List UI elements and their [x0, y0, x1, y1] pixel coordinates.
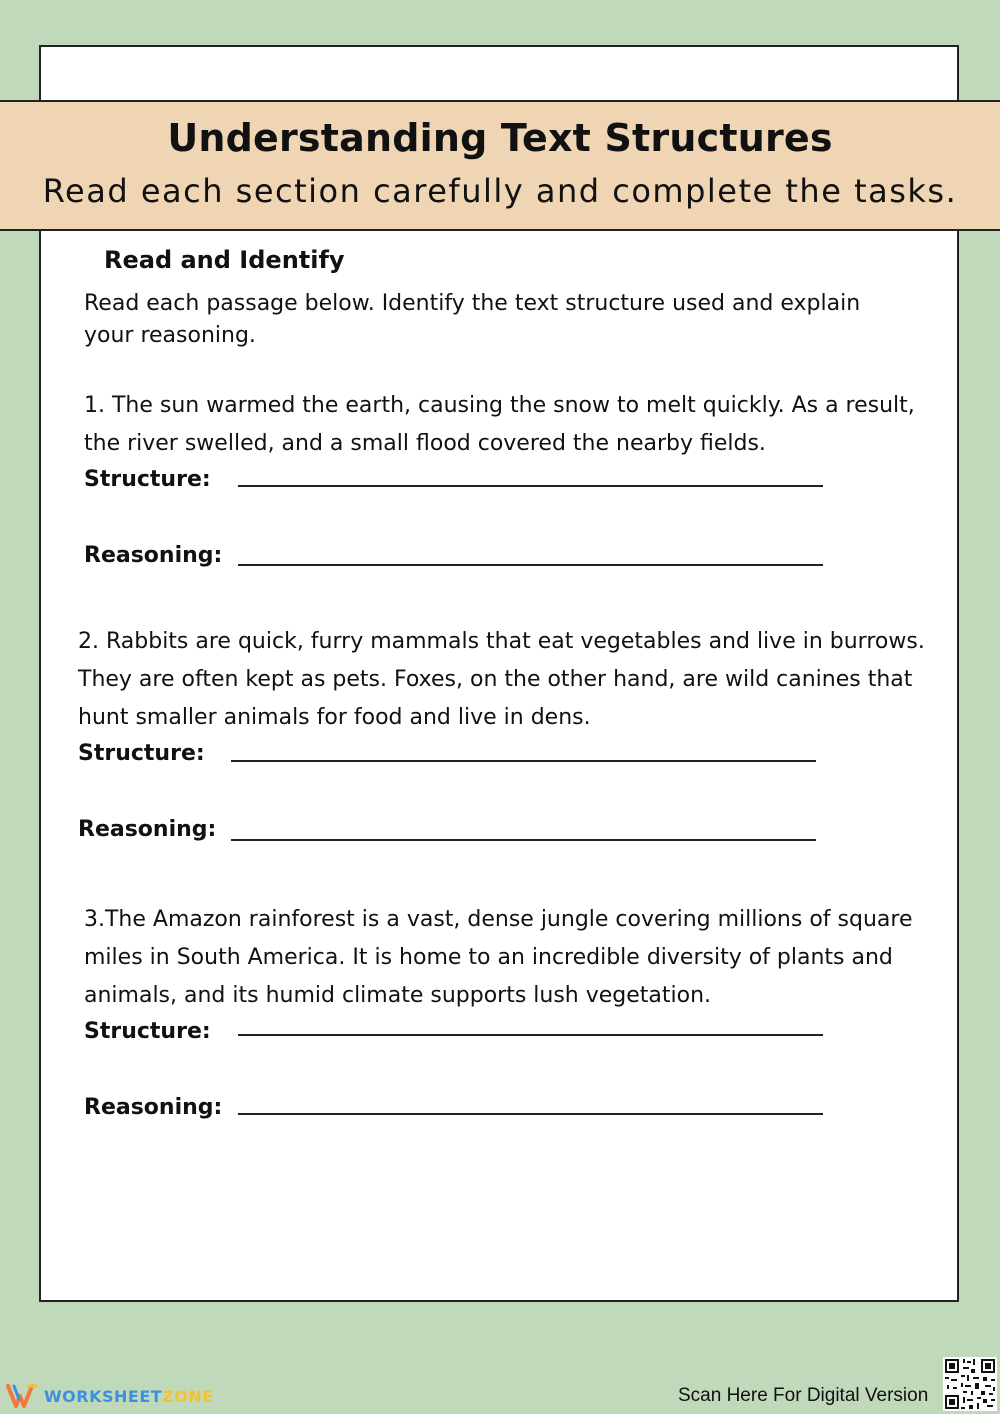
structure-answer-line-3[interactable]: [238, 1034, 823, 1036]
reasoning-label-2: Reasoning:: [78, 817, 217, 842]
brand-name: [44, 1387, 214, 1406]
brand-name-part2: ZONE: [162, 1386, 214, 1406]
brand-name-part1: WORKSHEET: [44, 1386, 163, 1406]
structure-label-2: Structure:: [78, 741, 205, 766]
passage-3: 3.The Amazon rainforest is a vast, dense jungle covering millions of square miles in South America. It is home to an incredible diversity of plants and animals, and its humid climate supports lush vegetation.: [84, 907, 913, 1008]
section-heading: Read and Identify: [104, 246, 345, 274]
reasoning-label-3: Reasoning:: [84, 1095, 223, 1120]
passage-1: 1. The sun warmed the earth, causing the snow to melt quickly. As a result, the river swelled, and a small flood covered the nearby fields.: [84, 393, 915, 456]
page-subtitle: Read each section carefully and complete the tasks.: [42, 172, 958, 210]
passage-2: 2. Rabbits are quick, furry mammals that eat vegetables and live in burrows. They are often kept as pets. Foxes, on the other hand, are wild canines that hunt smaller animals for food and live in dens.: [78, 629, 925, 730]
title-banner: [0, 100, 1000, 231]
reasoning-label-1: Reasoning:: [84, 543, 223, 568]
reasoning-answer-line-1[interactable]: [238, 564, 823, 566]
page-title: Understanding Text Structures: [167, 116, 833, 160]
scan-caption: Scan Here For Digital Version: [678, 1385, 929, 1406]
structure-answer-line-1[interactable]: [238, 485, 823, 487]
reasoning-answer-line-3[interactable]: [238, 1113, 823, 1115]
worksheetzone-logo-icon: [6, 1383, 40, 1409]
structure-answer-line-2[interactable]: [231, 760, 816, 762]
worksheetzone-logo[interactable]: [6, 1383, 214, 1409]
instructions-text: Read each passage below. Identify the text structure used and explain your reasoning.: [84, 291, 861, 348]
structure-label-3: Structure:: [84, 1019, 211, 1044]
structure-label-1: Structure:: [84, 467, 211, 492]
reasoning-answer-line-2[interactable]: [231, 839, 816, 841]
qr-code-icon[interactable]: [943, 1357, 997, 1411]
